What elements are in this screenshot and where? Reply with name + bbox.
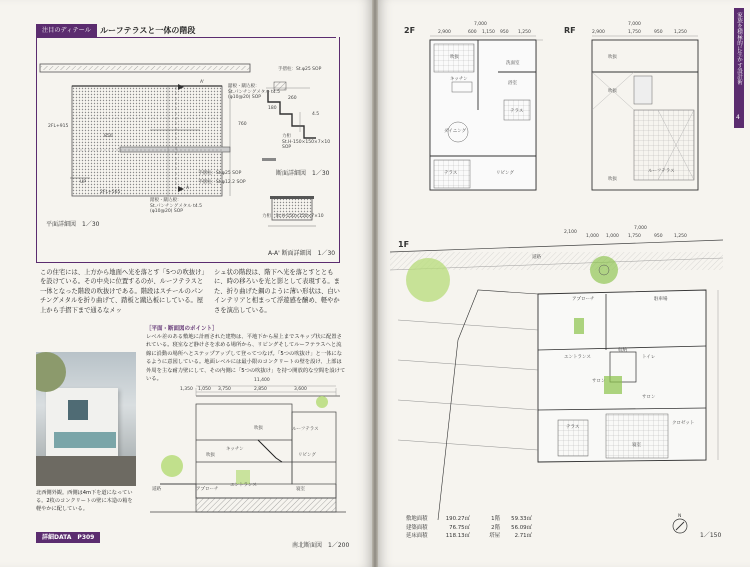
rf-dim-2: 1,750 — [628, 30, 641, 35]
2f-dim-5: 1,250 — [518, 30, 531, 35]
tread-callout-1: 踏板・蹴込板： St.パンチングメタル t4.5 (φ10@20) SOP — [228, 84, 281, 100]
2f-fukinuke: 吹抜 — [450, 55, 459, 60]
section-dim-1: 1,050 — [198, 387, 211, 392]
section-dim-2: 3,750 — [218, 387, 231, 392]
sec-fukinuke: 吹抜 — [254, 426, 263, 431]
aa-detail-title: A-A' 断面詳細図 1／30 — [268, 250, 336, 257]
south-north-section — [0, 0, 372, 567]
1f-dim-total: 7,000 — [634, 226, 647, 231]
plan-detail-title: 平面詳細図 1／30 — [46, 221, 100, 228]
side-tab-text: 家族を積極的に生かす設計術 — [736, 12, 742, 85]
point-text: レベル差のある敷地に計画された建物は、平地下から屋上までスキップ状に配置されている。寝室など静けさを求める場所から、リビングそしてルーフテラスへと流線に沿動の場所へとステップアップして登ってつなげ。「5つの吹抜け」と一体になるように意図している。地面レベルには最小限のコンクリートの壁を設け、上部は外周を主な耐力壁にして、その内側に「5つの吹抜け」を持つ開放的な空間を設けている。 — [146, 334, 346, 383]
1f-dim-3: 1,750 — [628, 234, 641, 239]
header-tag: 注目のディテール — [36, 24, 97, 37]
1f-road: 道路 — [532, 255, 541, 260]
section-dim-3: 2,850 — [254, 387, 267, 392]
1f-parking: 駐車場 — [654, 297, 668, 302]
2f-dim-3: 1,150 — [482, 30, 495, 35]
right-page — [378, 0, 750, 567]
1f-dim-2: 1,000 — [606, 234, 619, 239]
2f-dim-total: 7,000 — [474, 22, 487, 27]
dim-760: 760 — [238, 122, 247, 127]
2f-terrace-2: テラス — [444, 171, 458, 176]
dim-260: 260 — [288, 96, 297, 101]
1f-approach: アプローチ — [572, 297, 595, 302]
handrail-rail-callout: 手摺柱：St.φ25 SOP — [198, 171, 242, 176]
1f-dim-1: 1,000 — [586, 234, 599, 239]
a-mark-bottom: A — [186, 186, 190, 191]
rf-fukinuke: 吹抜 — [608, 55, 617, 60]
2f-kitchen: キッチン — [450, 77, 468, 82]
area-row: 建築面積 76.75㎡ 2階 56.09㎡ — [406, 524, 532, 531]
rf-dim-3: 950 — [654, 30, 663, 35]
2f-washroom: 洗面室 — [506, 61, 520, 66]
1f-closet: クロゼット — [672, 421, 695, 426]
stringer-aa-callout: 力桁：St.H-150×150×7×10 — [262, 214, 324, 219]
1f-bedroom: 寝室 — [632, 443, 641, 448]
1f-dim-5: 1,250 — [674, 234, 687, 239]
header-title: ルーフテラスと一体の階段 — [100, 26, 196, 35]
plan-scale: 1／150 — [700, 532, 722, 539]
section-dim-5: 1,350 — [180, 387, 193, 392]
area-row: 敷地面積 190.27㎡ 1階 59.33㎡ — [406, 516, 532, 522]
sec-fukinuke-2: 吹抜 — [206, 453, 215, 458]
plan-2f-label: 2F — [404, 26, 416, 35]
sec-roof-terrace: ルーフテラス — [292, 427, 319, 432]
2f-dining: ダイニング — [444, 129, 467, 134]
sec-approach: アプローチ — [196, 487, 219, 492]
side-tab-num: 4 — [736, 114, 740, 121]
dim-180: 180 — [268, 106, 277, 111]
photo-caption: 北西側外観。西側は4m下を道になっている。2枚のコンクリートの壁に木造の箱を軽やかに配している。 — [36, 490, 133, 512]
up-label: UP — [80, 180, 87, 185]
1f-dim-0: 2,100 — [564, 230, 577, 235]
1f-dim-4: 950 — [654, 234, 663, 239]
rf-dim-total: 7,000 — [628, 22, 641, 27]
2f-bath: 浴室 — [508, 81, 517, 86]
section-dim-total: 11,400 — [254, 378, 270, 383]
1f-terrace: テラス — [566, 425, 580, 430]
footer-tag: 詳細DATA P309 — [36, 532, 100, 543]
2f-living: リビング — [496, 171, 514, 176]
dim-850: 850 — [104, 134, 113, 139]
tread-callout-2: 踏板・蹴込板： St.パンチングメタル t4.5 (φ10@20) SOP — [150, 198, 203, 214]
a-mark-top: A' — [200, 80, 205, 85]
1f-salon: サロン — [592, 379, 606, 384]
rf-roof-terrace: ルーフテラス — [648, 169, 675, 174]
handrail-beam-callout: 手摺柱：St.φ12.2 SOP — [198, 180, 246, 185]
rf-fukinuke-2: 吹抜 — [608, 89, 617, 94]
area-row: 延床面積 118.13㎡ 塔屋 2.71㎡ — [406, 533, 532, 539]
2f-dim-1: 2,900 — [438, 30, 451, 35]
plan-2f — [430, 36, 543, 190]
point-title: ［平面・断面図のポイント］ — [146, 326, 218, 332]
sec-entrance: エントランス — [230, 483, 257, 488]
floor-plans — [378, 0, 750, 567]
plan-rf-label: RF — [564, 26, 576, 35]
sec-living: リビング — [298, 453, 316, 458]
section-dim-4: 3,600 — [294, 387, 307, 392]
rf-fukinuke-3: 吹抜 — [608, 177, 617, 182]
area-table — [406, 514, 556, 540]
north-arrow — [673, 519, 687, 533]
rf-dim-1: 2,900 — [592, 30, 605, 35]
2f-terrace: テラス — [510, 109, 524, 114]
handrail-callout-top: 手摺柱：St.φ25 SOP — [278, 67, 322, 72]
left-page — [0, 0, 372, 567]
plan-1f-label: 1F — [398, 240, 410, 249]
1f-salon-2: サロン — [642, 395, 656, 400]
fl565-label: 2FL+565 — [100, 190, 121, 195]
sec-road: 道路 — [152, 487, 161, 492]
sec-bedroom: 寝室 — [296, 487, 305, 492]
section-detail-title: 断面詳細図 1／30 — [276, 170, 330, 177]
1f-storage: 収納 — [618, 348, 627, 353]
sec-kitchen: キッチン — [226, 447, 244, 452]
plan-1f — [390, 240, 723, 520]
stringer-callout: 力桁 St.H-150×150×7×10 SOP — [282, 134, 331, 150]
1f-entrance: エントランス — [564, 355, 591, 360]
body-text-col1: この住宅には、上方から地面へ光を落とす「5つの吹抜け」を設けている。その中央に位置するのが、ルーフテラスと一体となった階段の吹抜けである。階段はスチールのパンチングメタルを折り曲げて、踏板と蹴込板にしている。屋上から手摺下まで通るなメッ — [40, 269, 205, 314]
rf-dim-4: 1,250 — [674, 30, 687, 35]
2f-dim-4: 950 — [500, 30, 509, 35]
2f-dim-2: 600 — [468, 30, 477, 35]
dim-45: 4.5 — [312, 112, 320, 117]
fl915-label: 2FL+915 — [48, 124, 69, 129]
north-label: N — [678, 514, 682, 519]
body-text-col2: シュ状の階段は、階下へ光を落とすとともに、時の移ろいを光と影として表現する。また、折り曲げた鋼のように薄い形状は、白いインテリアと相まって浮遊感を醸め、軽やかさを演出している。 — [214, 269, 340, 314]
section-drawing-title: 南北断面図 1／200 — [292, 542, 350, 549]
1f-toilet: トイレ — [642, 355, 656, 360]
